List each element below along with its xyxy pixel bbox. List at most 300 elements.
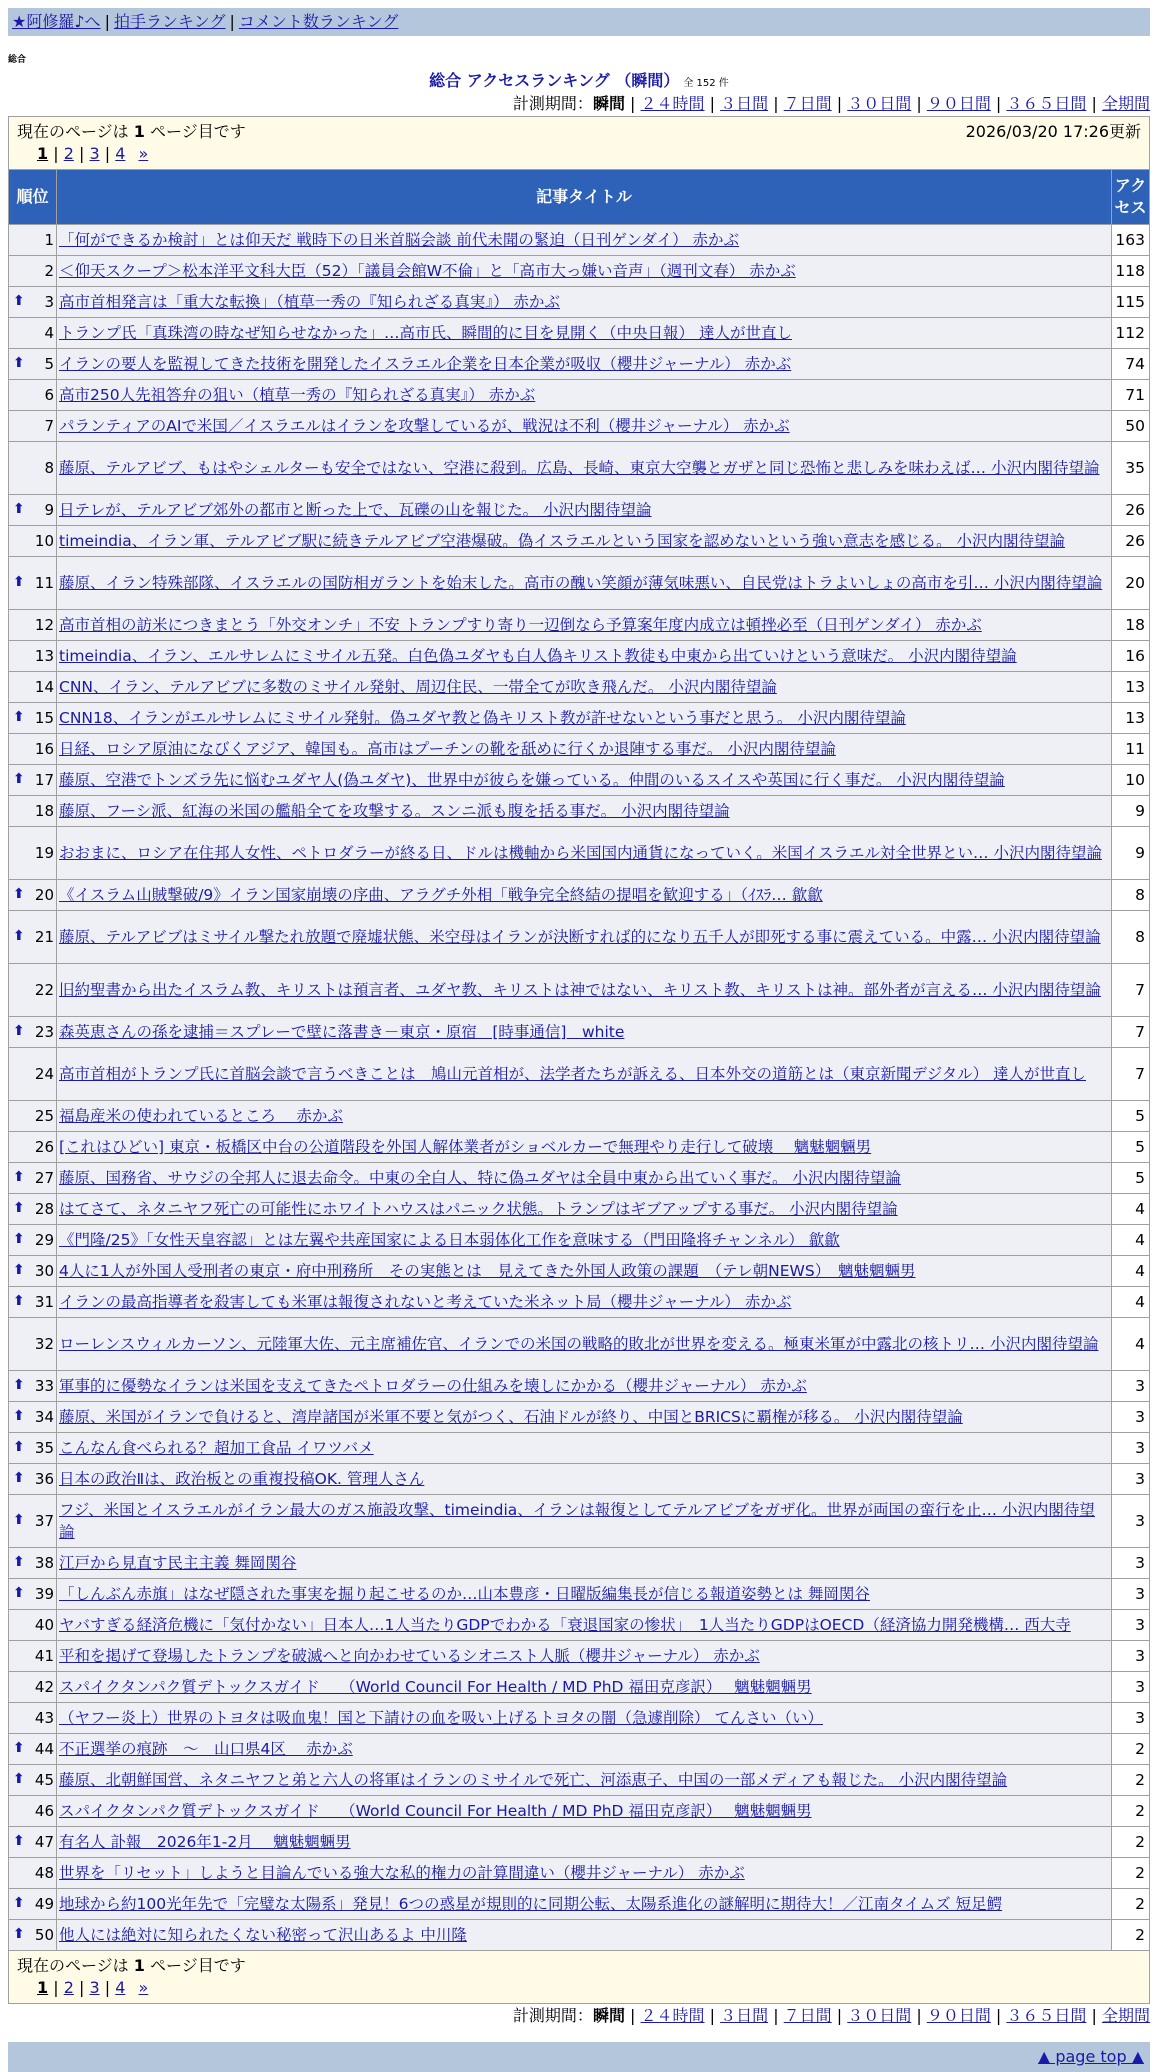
period-option-link[interactable]: ３日間 [720,2006,769,2025]
table-row [9,1287,1150,1318]
rank-cell [9,1163,57,1194]
access-count: 7 [1112,964,1150,1017]
access-count: 3 [1112,1402,1150,1433]
title-cell [57,1579,1112,1610]
rank-cell [9,1703,57,1734]
access-count: 3 [1112,1371,1150,1402]
table-row [9,1433,1150,1464]
title-cell [57,287,1112,318]
rank-cell [9,1402,57,1433]
period-option-link[interactable]: ３６５日間 [1006,94,1087,113]
article-link[interactable]: 藤原、北朝鮮国営、ネタニヤフと弟と六人の将軍はイランのミサイルで死亡、河添恵子、中国の一部メディアも報じた。 小沢内閣待望論 [59,1771,1008,1789]
article-link[interactable]: スパイクタンパク質デトックスガイド （World Council For Health / MD PhD 福田克彦訳） 魑魅魍魎男 [59,1802,812,1820]
rank-cell [9,1548,57,1579]
top-nav: ★阿修羅♪へ | 拍手ランキング | コメント数ランキング [8,8,1150,36]
table-row [9,1920,1150,1951]
table-row [9,1765,1150,1796]
title-cell [57,1641,1112,1672]
period-option-link[interactable]: 全期間 [1101,2006,1150,2025]
access-count: 5 [1112,1163,1150,1194]
article-link[interactable]: （ヤフー炎上）世界のトヨタは吸血鬼！国と下請けの血を吸い上げるトヨタの闇（急遽削除） てんさい（い） [59,1709,823,1727]
article-link[interactable]: 高市首相の訪米につきまとう「外交オンチ」不安 トランプすり寄り一辺倒なら予算案年度内成立は頓挫必至（日刊ゲンダイ） 赤かぶ [59,616,982,634]
article-link[interactable]: ローレンスウィルカーソン、元陸軍大佐、元主席補佐官、イランでの米国の戦略的敗北が世界を変える。極東米軍が中露北の核トリ… 小沢内閣待望論 [59,1335,1099,1353]
article-link[interactable]: 藤原、国務省、サウジの全邦人に退去命令。中東の全白人、特に偽ユダヤは全員中東から出ていく事だ。 小沢内閣待望論 [59,1169,901,1187]
rank-number: 43 [34,1709,54,1727]
article-link[interactable]: 《門隆/25》「女性天皇容認」とは左翼や共産国家による日本弱体化工作を意味する（門田隆将チャンネル） 歙歙 [59,1231,840,1249]
table-row [9,318,1150,349]
rank-cell [9,734,57,765]
title-cell [57,641,1112,672]
article-link[interactable]: イランの最高指導者を殺害しても米軍は報復されないと考えていた米ネット局（櫻井ジャーナル） 赤かぶ [59,1293,792,1311]
rank-cell [9,1225,57,1256]
article-link[interactable]: こんなん食べられる？超加工食品 イワツバメ [59,1439,374,1457]
title-cell [57,880,1112,911]
article-link[interactable]: 藤原、空港でトンズラ先に悩むユダヤ人(偽ユダヤ)、世界中が彼らを嫌っている。仲間のいるスイスや英国に行く事だ。 小沢内閣待望論 [59,771,1005,789]
nav-link-asyura[interactable]: ★阿修羅♪へ [12,12,101,31]
rank-number: 30 [34,1262,54,1280]
rank-number: 25 [34,1107,54,1125]
rank-number: 46 [34,1802,54,1820]
period-option-link[interactable]: ２４時間 [640,2006,705,2025]
arrow-up-icon: ⬆ [13,1200,25,1216]
title-cell [57,1765,1112,1796]
period-current: 瞬間 [592,94,625,113]
arrow-up-icon: ⬆ [13,1293,25,1309]
table-row [9,1225,1150,1256]
article-link[interactable]: おおまに、ロシア在住邦人女性、ペトロダラーが終る日、ドルは機軸から米国国内通貨になっていく。米国イスラエル対全世界とい… 小沢内閣待望論 [59,844,1102,862]
rank-cell [9,1132,57,1163]
article-link[interactable]: 高市首相発言は「重大な転換」（植草一秀の『知られざる真実』） 赤かぶ [59,293,560,311]
table-row [9,1048,1150,1101]
title-cell [57,827,1112,880]
period-separator: | [704,2006,721,2025]
access-count: 2 [1112,1858,1150,1889]
rank-cell [9,526,57,557]
title-cell [57,1256,1112,1287]
rank-number: 5 [44,355,54,373]
rank-number: 22 [34,981,54,999]
access-count: 2 [1112,1827,1150,1858]
rank-number: 49 [34,1895,54,1913]
table-row [9,1672,1150,1703]
title-cell [57,1703,1112,1734]
rank-number: 4 [44,324,54,342]
article-link[interactable]: ヤバすぎる経済危機に「気付かない」日本人…1人当たりGDPでわかる「衰退国家の惨状」 1人当たりGDPはOECD（経済協力開発機構… 西大寺 [59,1616,1071,1634]
table-row [9,526,1150,557]
rank-number: 21 [34,928,54,946]
access-count: 3 [1112,1464,1150,1495]
period-selector-top [8,92,1150,116]
arrow-up-icon: ⬆ [13,1470,25,1486]
page-status-row [17,119,1141,142]
article-link[interactable]: 高市250人先祖答弁の狙い（植草一秀の『知られざる真実』） 赤かぶ [59,386,536,404]
rank-cell [9,1048,57,1101]
rank-number: 24 [34,1065,54,1083]
article-link[interactable]: スパイクタンパク質デトックスガイド （World Council For Health / MD PhD 福田克彦訳） 魑魅魍魎男 [59,1678,812,1696]
article-link[interactable]: timeindia、イラン軍、テルアビブ駅に続きテルアビブ空港爆破。偽イスラエルという国家を認めないという強い意志を感じる。 小沢内閣待望論 [59,532,1066,550]
rank-cell [9,380,57,411]
page-link[interactable]: 3 [89,144,100,163]
access-count: 2 [1112,1796,1150,1827]
table-row [9,557,1150,610]
rank-number: 50 [34,1926,54,1944]
page-text-before: 現在のページは [17,1956,129,1975]
access-count: 26 [1112,495,1150,526]
arrow-up-icon: ⬆ [13,1408,25,1424]
title-cell [57,1048,1112,1101]
access-count: 3 [1112,1548,1150,1579]
title-cell [57,1194,1112,1225]
access-count: 3 [1112,1703,1150,1734]
article-link[interactable]: 不正選挙の痕跡 ～ 山口県4区 赤かぶ [59,1740,353,1758]
article-link[interactable]: 藤原、イラン特殊部隊、イスラエルの国防相ガラントを始末した。高市の醜い笑顔が薄気味悪い、自民党はトラよいしょの高市を引… 小沢内閣待望論 [59,574,1103,592]
period-separator: | [768,2006,784,2025]
table-row [9,1402,1150,1433]
category-label: 総合 [8,55,27,65]
article-link[interactable]: はてさて、ネタニヤフ死亡の可能性にホワイトハウスはパニック状態。トランプはギブアップする事だ。 小沢内閣待望論 [59,1200,898,1218]
period-option-link[interactable]: ２４時間 [640,94,705,113]
access-count: 71 [1112,380,1150,411]
title-cell [57,1610,1112,1641]
title-cell [57,349,1112,380]
header-access: アクセス [1112,170,1150,225]
rank-cell [9,349,57,380]
table-row [9,1703,1150,1734]
rank-cell [9,1287,57,1318]
rank-cell [9,1889,57,1920]
rank-cell [9,1827,57,1858]
table-row [9,1017,1150,1048]
arrow-up-icon: ⬆ [13,501,25,517]
title-cell [57,1318,1112,1371]
rank-cell [9,495,57,526]
page-top-link[interactable]: ▲ page top ▲ [1037,2047,1144,2066]
rank-number: 19 [34,844,54,862]
page-status-text [17,1953,246,1976]
page-link[interactable]: 4 [115,1978,126,1997]
access-count: 26 [1112,526,1150,557]
rank-cell [9,641,57,672]
period-option-link[interactable]: 全期間 [1101,94,1150,113]
table-row [9,880,1150,911]
rank-number: 35 [34,1439,54,1457]
article-link[interactable]: 有名人 訃報 2026年1-2月 魑魅魍魎男 [59,1833,351,1851]
page-link[interactable]: 2 [63,1978,74,1997]
title-cell [57,1163,1112,1194]
period-separator: | [1086,2006,1102,2025]
table-row [9,287,1150,318]
rank-number: 27 [34,1169,54,1187]
title-cell [57,1889,1112,1920]
rank-cell [9,225,57,256]
rank-number: 14 [34,678,54,696]
article-link[interactable]: パランティアのAIで米国／イスラエルはイランを攻撃しているが、戦況は不利（櫻井ジャーナル） 赤かぶ [59,417,790,435]
pagination [17,1976,1141,2001]
access-count: 9 [1112,796,1150,827]
rank-number: 39 [34,1585,54,1603]
access-count: 115 [1112,287,1150,318]
rank-cell [9,557,57,610]
article-link[interactable]: [これはひどい] 東京・板橋区中台の公道階段を外国人解体業者がショベルカーで無理やり走行して破壊 魑魅魍魎男 [59,1138,872,1156]
rank-number: 7 [44,417,54,435]
rank-number: 36 [34,1470,54,1488]
table-row [9,1858,1150,1889]
arrow-up-icon: ⬆ [13,1740,25,1756]
rank-number: 9 [44,501,54,519]
table-row [9,796,1150,827]
table-row [9,1132,1150,1163]
title-cell [57,1796,1112,1827]
rank-number: 47 [34,1833,54,1851]
arrow-up-icon: ⬆ [13,1439,25,1455]
page-status-text [17,119,246,142]
title-cell [57,256,1112,287]
arrow-up-icon: ⬆ [13,1585,25,1601]
article-link[interactable]: 軍事的に優勢なイランは米国を支えてきたペトロダラーの仕組みを壊しにかかる（櫻井ジャーナル） 赤かぶ [59,1377,807,1395]
title-cell [57,1858,1112,1889]
table-row [9,1796,1150,1827]
article-link[interactable]: 藤原、テルアビブはミサイル撃たれ放題で廃墟状態、米空母はイランが決断すれば的になり五千人が即死する事に震えている。中露… 小沢内閣待望論 [59,928,1101,946]
rank-cell [9,1765,57,1796]
arrow-up-icon: ⬆ [13,1169,25,1185]
article-link[interactable]: トランプ氏「真珠湾の時なぜ知らせなかった」…高市氏、瞬間的に目を見開く（中央日報） 達人が世直し [59,324,792,342]
period-option-link[interactable]: ７日間 [783,2006,832,2025]
arrow-up-icon: ⬆ [13,709,25,725]
period-option-link[interactable]: ９０日間 [926,94,991,113]
table-row [9,349,1150,380]
access-count: 8 [1112,911,1150,964]
rank-number: 8 [44,459,54,477]
arrow-up-icon: ⬆ [13,1231,25,1247]
article-link[interactable]: 藤原、テルアビブ、もはやシェルターも安全ではない、空港に殺到。広島、長崎、東京大空襲とガザと同じ恐怖と悲しみを味わえば… 小沢内閣待望論 [59,459,1100,477]
access-count: 4 [1112,1194,1150,1225]
article-link[interactable]: 日経、ロシア原油になびくアジア、韓国も。高市はプーチンの靴を舐めに行くか退陣する事だ。 小沢内閣待望論 [59,740,836,758]
title-cell [57,1017,1112,1048]
period-option-link[interactable]: ３０日間 [847,94,912,113]
rank-cell [9,411,57,442]
arrow-up-icon: ⬆ [13,1377,25,1393]
article-link[interactable]: ＜仰天スクープ＞松本洋平文科大臣（52）「議員会館W不倫」と「高市大っ嫌い音声」（週刊文春） 赤かぶ [59,262,796,280]
period-separator: | [624,2006,641,2025]
pagination-separator: | [99,144,116,163]
access-count: 2 [1112,1889,1150,1920]
title-cell [57,526,1112,557]
arrow-up-icon: ⬆ [13,1833,25,1849]
arrow-up-icon: ⬆ [13,1023,25,1039]
access-count: 3 [1112,1433,1150,1464]
rank-cell [9,703,57,734]
period-option-link[interactable]: ３６５日間 [1006,2006,1087,2025]
access-count: 4 [1112,1256,1150,1287]
access-count: 163 [1112,225,1150,256]
article-link[interactable]: 高市首相がトランプ氏に首脳会談で言うべきことは 鳩山元首相が、法学者たちが訴える、日本外交の道筋とは（東京新聞デジタル） 達人が世直し [59,1065,1087,1083]
access-count: 3 [1112,1672,1150,1703]
article-link[interactable]: 地球から約100光年先で「完璧な太陽系」発見！6つの惑星が規則的に同期公転、太陽系進化の謎解明に期待大！／江南タイムズ 短足鰐 [59,1895,1003,1913]
rank-cell [9,1495,57,1548]
table-row [9,703,1150,734]
article-link[interactable]: 旧約聖書から出たイスラム教、キリストは預言者、ユダヤ教、キリストは神ではない、キリスト教、キリストは神。部外者が言える… 小沢内閣待望論 [59,981,1101,999]
rank-number: 37 [34,1512,54,1530]
arrow-up-icon: ⬆ [13,1512,25,1528]
article-link[interactable]: フジ、米国とイスラエルがイラン最大のガス施設攻撃、timeindia、イランは報復としてテルアビブをガザ化。世界が両国の蛮行を止… 小沢内閣待望論 [59,1501,1095,1541]
table-row [9,1371,1150,1402]
page-link[interactable]: 2 [63,144,74,163]
article-link[interactable]: 「何ができるか検討」とは仰天だ 戦時下の日米首脳会談 前代未聞の緊迫（日刊ゲンダイ） 赤かぶ [59,231,740,249]
access-count: 13 [1112,672,1150,703]
access-count: 2 [1112,1765,1150,1796]
rank-cell [9,256,57,287]
title-cell [57,1402,1112,1433]
rank-number: 16 [34,740,54,758]
access-count: 50 [1112,411,1150,442]
table-row [9,734,1150,765]
page-info-bottom [9,1951,1150,2004]
next-page-link[interactable]: » [138,144,149,163]
article-link[interactable]: 平和を掲げて登場したトランプを破滅へと向かわせているシオニスト人脈（櫻井ジャーナル） 赤かぶ [59,1647,760,1665]
access-count: 8 [1112,880,1150,911]
rank-number: 12 [34,616,54,634]
arrow-up-icon: ⬆ [13,1262,25,1278]
rank-cell [9,1194,57,1225]
article-link[interactable]: 日本の政治Ⅱは、政治板との重複投稿OK. 管理人さん [59,1470,425,1488]
rank-cell [9,442,57,495]
page-info-top [9,117,1150,170]
period-label: 計測期間： [512,94,593,113]
period-separator: | [768,94,784,113]
rank-cell [9,1920,57,1951]
access-count: 7 [1112,1048,1150,1101]
arrow-up-icon: ⬆ [13,1771,25,1787]
rank-number: 13 [34,647,54,665]
rank-cell [9,1672,57,1703]
rank-number: 33 [34,1377,54,1395]
arrow-up-icon: ⬆ [13,574,25,590]
period-option-link[interactable]: ３日間 [720,94,769,113]
rank-cell [9,1017,57,1048]
period-separator: | [624,94,641,113]
access-count: 18 [1112,610,1150,641]
rank-number: 11 [34,574,54,592]
period-separator: | [1086,94,1102,113]
page-link[interactable]: 4 [115,144,126,163]
table-row [9,256,1150,287]
rank-number: 44 [34,1740,54,1758]
article-link[interactable]: 藤原、米国がイランで負けると、湾岸諸国が米軍不要と気がつく、石油ドルが終り、中国とBRICSに覇権が移る。 小沢内閣待望論 [59,1408,963,1426]
rank-number: 40 [34,1616,54,1634]
rank-number: 2 [44,262,54,280]
rank-number: 15 [34,709,54,727]
table-row [9,225,1150,256]
rank-number: 41 [34,1647,54,1665]
rank-number: 29 [34,1231,54,1249]
article-link[interactable]: 日テレが、テルアビブ郊外の都市と断った上で、瓦礫の山を報じた。 小沢内閣待望論 [59,501,652,519]
access-count: 3 [1112,1641,1150,1672]
article-link[interactable]: イランの要人を監視してきた技術を開発したイスラエル企業を日本企業が吸収（櫻井ジャーナル） 赤かぶ [59,355,792,373]
page-link[interactable]: 3 [89,1978,100,1997]
access-count: 16 [1112,641,1150,672]
article-link[interactable]: 「しんぶん赤旗」はなぜ隠された事実を掘り起こせるのか…山本豊彦・日曜版編集長が信じる報道姿勢とは 舞岡関谷 [59,1585,870,1603]
article-link[interactable]: CNN、イラン、テルアビブに多数のミサイル発射、周辺住民、一帯全てが吹き飛んだ。 小沢内閣待望論 [59,678,777,696]
access-count: 10 [1112,765,1150,796]
rank-cell [9,1101,57,1132]
access-count: 35 [1112,442,1150,495]
period-separator: | [990,2006,1007,2025]
article-link[interactable]: CNN18、イランがエルサレムにミサイル発射。偽ユダヤ教と偽キリスト教が許せないという事だと思う。 小沢内閣待望論 [59,709,906,727]
nav-link-comment-ranking[interactable]: コメント数ランキング [238,12,399,31]
title-cell [57,411,1112,442]
period-option-link[interactable]: ９０日間 [926,2006,991,2025]
access-count: 3 [1112,1495,1150,1548]
arrow-up-icon: ⬆ [13,355,25,371]
rank-number: 32 [34,1335,54,1353]
period-option-link[interactable]: ７日間 [783,94,832,113]
article-link[interactable]: 世界を「リセット」しようと目論んでいる強大な私的権力の計算間違い（櫻井ジャーナル） 赤かぶ [59,1864,745,1882]
title-cell [57,495,1112,526]
access-count: 20 [1112,557,1150,610]
article-link[interactable]: timeindia、イラン、エルサレムにミサイル五発。白色偽ユダヤも白人偽キリスト教徒も中東から出ていけという意味だ。 小沢内閣待望論 [59,647,1017,665]
table-row [9,1889,1150,1920]
rank-cell [9,1796,57,1827]
access-count: 112 [1112,318,1150,349]
rank-cell [9,287,57,318]
article-link[interactable]: 藤原、フーシ派、紅海の米国の艦船全てを攻撃する。スンニ派も腹を括る事だ。 小沢内閣待望論 [59,802,730,820]
nav-link-clap-ranking[interactable]: 拍手ランキング [113,12,226,31]
title-cell [57,1371,1112,1402]
access-count: 5 [1112,1101,1150,1132]
table-row [9,1734,1150,1765]
table-row [9,1548,1150,1579]
table-row [9,495,1150,526]
title-cell [57,557,1112,610]
rank-number: 34 [34,1408,54,1426]
article-link[interactable]: 《イスラム山賊撃破/9》イラン国家崩壊の序曲、アラグチ外相「戦争完全終結の提唱を歓迎する」（ｲｽﾗ… 歙歙 [59,886,823,904]
period-separator: | [911,2006,927,2025]
rank-cell [9,1433,57,1464]
article-link[interactable]: 4人に1人が外国人受刑者の東京・府中刑務所 その実態とは 見えてきた外国人政策の課題 （テレ朝NEWS） 魑魅魍魎男 [59,1262,916,1280]
title-cell [57,1433,1112,1464]
pagination-separator: | [48,144,64,163]
table-row [9,911,1150,964]
article-link[interactable]: 江戸から見直す民主主義 舞岡関谷 [59,1554,297,1572]
table-row [9,1101,1150,1132]
title-cell [57,734,1112,765]
rank-cell [9,796,57,827]
access-count: 9 [1112,827,1150,880]
rank-cell [9,1256,57,1287]
period-option-link[interactable]: ３０日間 [847,2006,912,2025]
title-cell [57,1920,1112,1951]
article-link[interactable]: 他人には絶対に知られたくない秘密って沢山あるよ 中川隆 [59,1926,467,1944]
next-page-link[interactable]: » [138,1978,149,1997]
arrow-up-icon: ⬆ [13,1926,25,1942]
rank-number: 6 [44,386,54,404]
pagination-separator: | [73,1978,90,1997]
rank-number: 48 [34,1864,54,1882]
table-row [9,1610,1150,1641]
arrow-up-icon: ⬆ [13,293,25,309]
title-cell [57,1225,1112,1256]
arrow-up-icon: ⬆ [13,1554,25,1570]
rank-number: 45 [34,1771,54,1789]
total-count: 全 152 件 [683,78,729,89]
access-count: 118 [1112,256,1150,287]
title-cell [57,1734,1112,1765]
period-label: 計測期間： [512,2006,593,2025]
rank-cell [9,1371,57,1402]
article-link[interactable]: 福島産米の使われているところ 赤かぶ [59,1107,343,1125]
article-link[interactable]: 森英恵さんの孫を逮捕＝スプレーで壁に落書き－東京・原宿 [時事通信] white [59,1023,625,1041]
ranking-title: 総合 アクセスランキング （瞬間） [429,71,680,90]
